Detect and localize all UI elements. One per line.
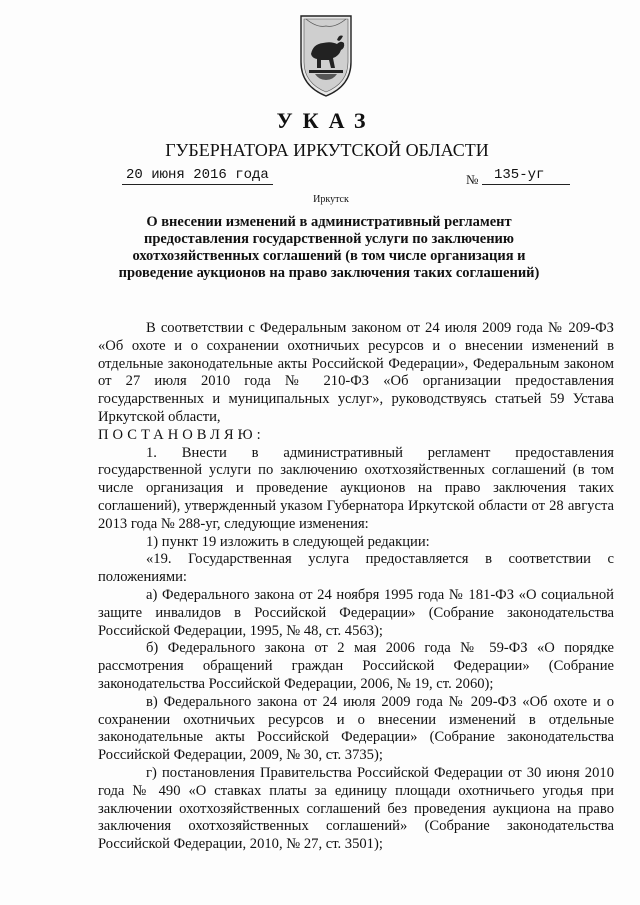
document-heading: О внесении изменений в административный регламент предоставления государственной услуги по заключению охотхозяйственных соглашений (в том числе организация и проведение аукционов на право заключения таких соглашений) xyxy=(118,214,540,281)
subclause-v-paragraph: в) Федерального закона от 24 июля 2009 года № 209-ФЗ «Об охоте и о сохранении охотничьих ресурсов и о внесении изменений в отдельные законодательные акты Российской Федерации» (Собрание законодательства Российской Федерации, 2009, № 30, ст. 3735); xyxy=(98,693,614,764)
decree-city: Иркутск xyxy=(313,194,349,205)
document-subtitle: ГУБЕРНАТОРА ИРКУТСКОЙ ОБЛАСТИ xyxy=(165,140,489,160)
number-sign: № xyxy=(466,172,479,187)
subclause-a-paragraph: а) Федерального закона от 24 ноября 1995 года № 181-ФЗ «О социальной защите инвалидов в Российской Федерации» (Собрание законодательства Российской Федерации, 1995, № 48, ст. 4563); xyxy=(98,586,614,639)
decree-date: 20 июня 2016 года xyxy=(122,167,273,185)
document-body xyxy=(98,320,614,854)
intro-paragraph: В соответствии с Федеральным законом от 24 июля 2009 года № 209-ФЗ «Об охоте и о сохранении охотничьих ресурсов и о внесении изменений в отдельные законодательные акты Российской Федерации», Федеральным законом от 27 июля 2010 года № 210-ФЗ «Об организации предоставления государственных и муниципальных услуг», руководствуясь статьей 59 Устава Иркутской области, xyxy=(98,320,614,425)
subclause-g-paragraph: г) постановления Правительства Российской Федерации от 30 июня 2010 года № 490 «О ставках платы за единицу площади охотничьего угодья при заключении охотхозяйственных соглашений без проведения аукциона на право заключения охотхозяйственных соглашений» (Собрание законодательства Российской Федерации, 2010, № 27, ст. 3501); xyxy=(98,764,614,853)
document-title: УКАЗ xyxy=(276,108,376,133)
subclause-b-paragraph: б) Федерального закона от 2 мая 2006 года № 59-ФЗ «О порядке рассмотрения обращений граждан Российской Федерации» (Собрание законодательства Российской Федерации, 2006, № 19, ст. 2060); xyxy=(98,640,614,692)
coat-of-arms-icon xyxy=(297,10,355,98)
decree-number: 135-уг xyxy=(482,167,570,185)
clause-19-paragraph: «19. Государственная услуга предоставляется в соответствии с положениями: xyxy=(98,551,614,586)
decree-word: ПОСТАНОВЛЯЮ: xyxy=(98,426,265,443)
item-1-1-paragraph: 1) пункт 19 изложить в следующей редакции: xyxy=(146,533,430,550)
item-1-paragraph: 1. Внести в административный регламент предоставления государственной услуги по заключению охотхозяйственных соглашений (в том числе организация и проведение аукционов на право заключения таких соглашений), утвержденный указом Губернатора Иркутской области от 28 августа 2013 года № 288-уг, следующие изменения: xyxy=(98,444,614,532)
